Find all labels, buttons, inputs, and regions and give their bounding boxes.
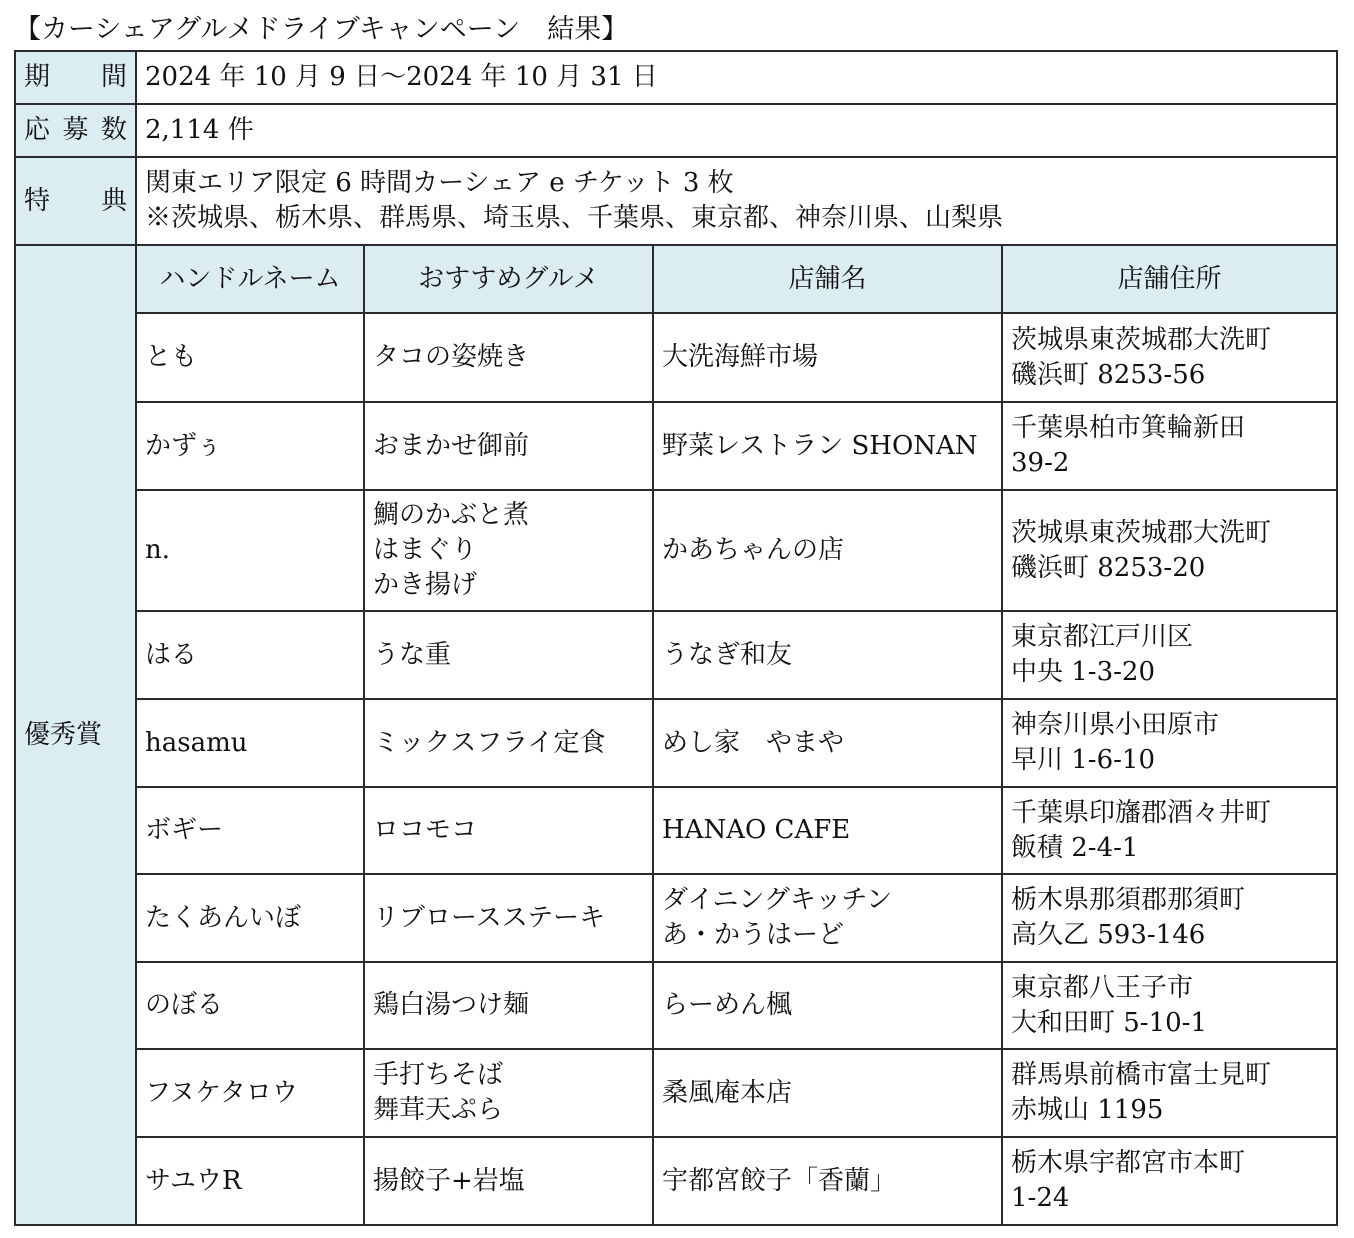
handle-cell bbox=[136, 402, 364, 490]
handle-cell bbox=[136, 787, 364, 874]
award-header-row bbox=[15, 245, 1337, 313]
shop-text: あ・かうはーど bbox=[662, 920, 845, 950]
handle-cell bbox=[136, 962, 364, 1049]
period-label bbox=[24, 60, 127, 95]
address-text: 神奈川県小田原市 bbox=[1011, 710, 1220, 740]
gourmet-text: タコの姿焼き bbox=[373, 342, 530, 372]
address-text: 赤城山 1195 bbox=[1011, 1095, 1164, 1125]
gourmet-text: うな重 bbox=[373, 639, 452, 670]
shop-cell bbox=[653, 490, 1002, 611]
handle-text: はる bbox=[145, 639, 198, 670]
benefit-label-char: 特 bbox=[24, 185, 51, 216]
entries-label-char: 数 bbox=[100, 115, 127, 145]
address-text: 1-24 bbox=[1011, 1183, 1070, 1213]
address-text: 栃木県那須郡那須町 bbox=[1011, 885, 1246, 915]
period-value: 2024 年 10 月 9 日〜2024 年 10 月 31 日 bbox=[136, 51, 1337, 104]
address-text: 茨城県東茨城郡大洗町 bbox=[1011, 517, 1272, 548]
handle-cell bbox=[136, 313, 364, 402]
shop-text: HANAO CAFE bbox=[662, 815, 851, 845]
address-text: 磯浜町 8253-20 bbox=[1011, 552, 1206, 583]
address-cell bbox=[1002, 962, 1337, 1049]
gourmet-cell bbox=[364, 313, 653, 402]
handle-cell bbox=[136, 874, 364, 962]
shop-text: 宇都宮餃子「香蘭」 bbox=[662, 1165, 897, 1196]
address-cell bbox=[1002, 1137, 1337, 1225]
address-cell bbox=[1002, 1049, 1337, 1137]
shop-text: らーめん楓 bbox=[662, 990, 793, 1020]
gourmet-text: ロコモコ bbox=[373, 815, 478, 845]
address-cell bbox=[1002, 787, 1337, 874]
entries-label-cell bbox=[15, 104, 136, 157]
results-table bbox=[14, 50, 1338, 1226]
gourmet-text: 揚餃子+岩塩 bbox=[373, 1165, 525, 1196]
gourmet-cell bbox=[364, 611, 653, 699]
header-gourmet: おすすめグルメ bbox=[364, 245, 653, 313]
gourmet-text: 舞茸天ぷら bbox=[373, 1095, 504, 1125]
handle-cell bbox=[136, 611, 364, 699]
gourmet-text: ミックスフライ定食 bbox=[373, 727, 606, 758]
shop-cell bbox=[653, 962, 1002, 1049]
address-text: 東京都江戸川区 bbox=[1011, 622, 1194, 652]
shop-cell bbox=[653, 313, 1002, 402]
shop-cell bbox=[653, 402, 1002, 490]
gourmet-text: 鶏白湯つけ麺 bbox=[373, 990, 530, 1020]
handle-text: hasamu bbox=[145, 727, 248, 758]
gourmet-cell bbox=[364, 1137, 653, 1225]
shop-text: 野菜レストラン SHONAN bbox=[662, 430, 978, 461]
handle-text: のぼる bbox=[145, 990, 224, 1020]
award-row bbox=[15, 699, 1337, 787]
handle-text: n. bbox=[145, 535, 171, 565]
shop-text: 桑風庵本店 bbox=[662, 1077, 793, 1108]
address-text: 高久乙 593-146 bbox=[1011, 920, 1206, 950]
header-handle: ハンドルネーム bbox=[136, 245, 364, 313]
gourmet-cell bbox=[364, 490, 653, 611]
address-text: 早川 1-6-10 bbox=[1011, 745, 1156, 775]
address-cell bbox=[1002, 874, 1337, 962]
handle-text: ボギー bbox=[145, 815, 224, 845]
shop-text: うなぎ和友 bbox=[662, 639, 793, 670]
handle-text: サユウR bbox=[145, 1165, 242, 1196]
award-label: 優秀賞 bbox=[15, 245, 136, 1225]
shop-text: めし家 やまや bbox=[662, 727, 845, 758]
address-cell bbox=[1002, 313, 1337, 402]
award-row bbox=[15, 874, 1337, 962]
award-row bbox=[15, 962, 1337, 1049]
header-address: 店舗住所 bbox=[1002, 245, 1337, 313]
shop-cell bbox=[653, 787, 1002, 874]
address-text: 東京都八王子市 bbox=[1011, 972, 1194, 1003]
handle-cell bbox=[136, 699, 364, 787]
period-row bbox=[15, 51, 1337, 104]
handle-text: かずぅ bbox=[145, 430, 223, 461]
handle-text: フヌケタロウ bbox=[145, 1077, 298, 1108]
award-row bbox=[15, 490, 1337, 611]
gourmet-text: おまかせ御前 bbox=[373, 430, 530, 461]
award-row bbox=[15, 1137, 1337, 1225]
gourmet-text: 手打ちそば bbox=[373, 1060, 504, 1090]
gourmet-cell bbox=[364, 1049, 653, 1137]
address-text: 飯積 2-4-1 bbox=[1011, 832, 1139, 863]
shop-cell bbox=[653, 611, 1002, 699]
handle-cell bbox=[136, 1049, 364, 1137]
address-text: 千葉県印旛郡酒々井町 bbox=[1011, 797, 1272, 828]
shop-cell bbox=[653, 874, 1002, 962]
address-text: 千葉県柏市箕輪新田 bbox=[1011, 413, 1246, 443]
address-text: 中央 1-3-20 bbox=[1011, 657, 1156, 687]
gourmet-text: はまぐり bbox=[373, 535, 478, 565]
shop-cell bbox=[653, 1049, 1002, 1137]
shop-text: 大洗海鮮市場 bbox=[662, 342, 819, 372]
gourmet-cell bbox=[364, 402, 653, 490]
benefit-value bbox=[136, 157, 1337, 245]
gourmet-text: リブロースステーキ bbox=[373, 902, 606, 933]
handle-cell bbox=[136, 1137, 364, 1225]
handle-text: たくあんいぼ bbox=[145, 902, 302, 933]
entries-value: 2,114 件 bbox=[136, 104, 1337, 157]
gourmet-text: かき揚げ bbox=[373, 570, 478, 600]
address-cell bbox=[1002, 490, 1337, 611]
gourmet-cell bbox=[364, 962, 653, 1049]
period-label-char: 期 bbox=[24, 62, 51, 92]
award-row bbox=[15, 1049, 1337, 1137]
handle-cell bbox=[136, 490, 364, 611]
benefit-row bbox=[15, 157, 1337, 245]
header-shop: 店舗名 bbox=[653, 245, 1002, 313]
benefit-label-cell bbox=[15, 157, 136, 245]
entries-label bbox=[24, 113, 127, 148]
gourmet-cell bbox=[364, 874, 653, 962]
shop-text: かあちゃんの店 bbox=[662, 535, 845, 565]
document-title: 【カーシェアグルメドライブキャンペーン 結果】 bbox=[14, 14, 629, 45]
period-label-char: 間 bbox=[100, 62, 127, 92]
gourmet-text: 鯛のかぶと煮 bbox=[373, 500, 530, 530]
benefit-line-1: 関東エリア限定 6 時間カーシェア e チケット 3 枚 bbox=[145, 168, 734, 198]
award-row bbox=[15, 611, 1337, 699]
entries-row bbox=[15, 104, 1337, 157]
shop-cell bbox=[653, 1137, 1002, 1225]
award-row bbox=[15, 402, 1337, 490]
entries-label-char: 募 bbox=[62, 115, 89, 145]
address-cell bbox=[1002, 611, 1337, 699]
entries-label-char: 応 bbox=[24, 115, 51, 145]
shop-cell bbox=[653, 699, 1002, 787]
address-text: 栃木県宇都宮市本町 bbox=[1011, 1148, 1246, 1178]
gourmet-cell bbox=[364, 787, 653, 874]
award-row bbox=[15, 787, 1337, 874]
gourmet-cell bbox=[364, 699, 653, 787]
benefit-label-char: 典 bbox=[100, 185, 127, 216]
address-cell bbox=[1002, 699, 1337, 787]
award-row bbox=[15, 313, 1337, 402]
period-label-cell bbox=[15, 51, 136, 104]
shop-text: ダイニングキッチン bbox=[662, 885, 893, 915]
address-text: 大和田町 5-10-1 bbox=[1011, 1007, 1208, 1038]
address-text: 磯浜町 8253-56 bbox=[1011, 359, 1206, 390]
benefit-line-2: ※茨城県、栃木県、群馬県、埼玉県、千葉県、東京都、神奈川県、山梨県 bbox=[145, 203, 1004, 233]
handle-text: とも bbox=[145, 342, 198, 372]
address-text: 39-2 bbox=[1011, 448, 1070, 478]
address-cell bbox=[1002, 402, 1337, 490]
address-text: 群馬県前橋市富士見町 bbox=[1011, 1060, 1272, 1090]
benefit-label bbox=[24, 184, 127, 219]
address-text: 茨城県東茨城郡大洗町 bbox=[1011, 324, 1272, 355]
